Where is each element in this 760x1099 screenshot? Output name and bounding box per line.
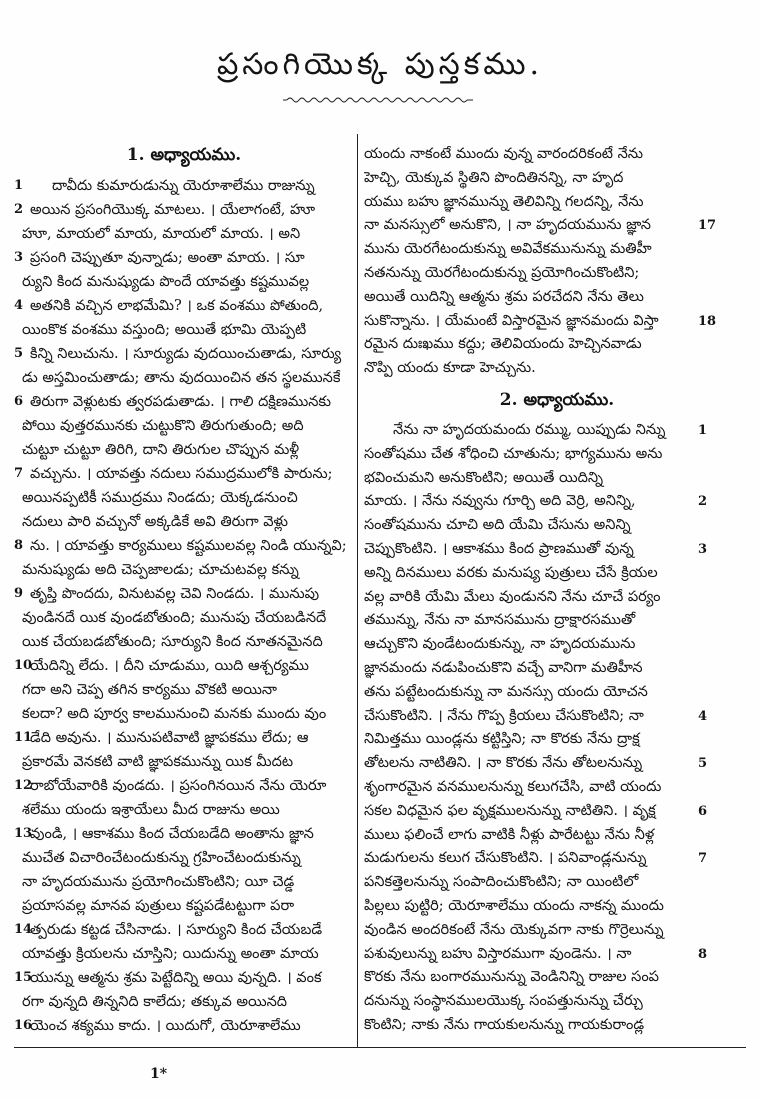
line-text: దావీదు కుమారుడున్ను యెరూశాలేము రాజున్ను bbox=[52, 178, 315, 194]
text-line bbox=[364, 1014, 744, 1038]
line-text: దనున్ను సంస్థానములయొక్క సంపత్తునున్ను చేర్చు bbox=[364, 993, 643, 1010]
text-line bbox=[364, 357, 744, 381]
line-text: అన్ని దినములు వరకు మనుష్య పుత్రులు చేసే క్రియల bbox=[364, 564, 658, 581]
text-line bbox=[14, 750, 354, 774]
line-text: వచ్చును. । యావత్తు నదులు సముద్రములోకి పారును; bbox=[30, 466, 333, 482]
text-line bbox=[364, 705, 744, 729]
line-text: సంతోషము చేత శోధించి చూతును; భాగ్యమును అను bbox=[364, 445, 663, 462]
text-line bbox=[364, 633, 744, 657]
text-line bbox=[14, 486, 354, 510]
text-line bbox=[364, 824, 744, 848]
line-text: మడుగులను కలుగ చేసుకొంటిని. । పనివాండ్లనున్ను bbox=[364, 850, 647, 867]
line-text: భవించుమని అనుకొంటిని; అయితే యిదిన్ని bbox=[364, 469, 603, 486]
text-line bbox=[14, 678, 354, 702]
line-text: గదా అని చెప్ప తగిన కార్యము వొకటి అయినా bbox=[22, 682, 277, 698]
book-title: ప్రసంగియొక్క పుస్తకము. bbox=[216, 47, 544, 82]
line-text: పనికత్తెలనున్ను సంపాదించుకొంటిని; నా యింటిలో bbox=[364, 874, 639, 891]
line-text: నా హృదయమును ప్రయోగించుకొంటిని; యీ చెడ్డ bbox=[22, 874, 295, 890]
line-text: డేది అవును. । మునుపటివాటి జ్ఞాపకము లేదు; ఆ bbox=[30, 730, 309, 746]
text-line bbox=[364, 657, 744, 681]
verse-number: 5 bbox=[14, 346, 24, 361]
text-line bbox=[364, 752, 744, 776]
text-line bbox=[364, 609, 744, 633]
text-line bbox=[14, 414, 354, 438]
line-text: ప్రయాసవల్ల మానవ పుత్రులు కష్టపడేటట్టుగా పరా bbox=[22, 898, 295, 914]
line-text: యెంచ శక్యము కాదు. । యిదుగో, యెరూశాలేము bbox=[30, 1018, 301, 1034]
line-text: సుకొన్నాను. । యేమంటే విస్తారమైన జ్ఞానమందు విస్తా bbox=[364, 312, 659, 329]
line-text: ఆచ్చుకొని వుండేటందుకున్ను, నా హృదయమును bbox=[364, 636, 636, 653]
text-line bbox=[364, 443, 744, 467]
verse-number: 17 bbox=[698, 218, 717, 234]
line-text: ర్యుని కింద మనుష్యుడు పొందే యావత్తు కష్టమువల్ల bbox=[22, 274, 310, 290]
text-line bbox=[14, 918, 354, 942]
text-line bbox=[14, 558, 354, 582]
text-line bbox=[364, 238, 744, 262]
text-line bbox=[364, 167, 744, 191]
verse-number: 9 bbox=[14, 586, 24, 601]
text-line bbox=[14, 942, 354, 966]
line-text: శలేము యందు ఇశ్రాయేలు మీద రాజును అయి bbox=[22, 802, 280, 818]
text-line bbox=[14, 630, 354, 654]
line-text: కలదా? అది పూర్వ కాలమునుంచి మనకు ముందు వుం bbox=[22, 706, 327, 722]
verse-number: 13 bbox=[14, 826, 33, 841]
verse-lines bbox=[364, 419, 744, 1038]
line-text: త్పరుడు కట్టడ చేసినాడు. । సూర్యుని కింద చేయబడే bbox=[30, 922, 323, 938]
text-line bbox=[14, 222, 354, 246]
text-line bbox=[364, 586, 744, 610]
line-text: కొరకు నేను బంగారమునున్ను వెండినిన్ని రాజుల సంప bbox=[364, 969, 659, 986]
text-line bbox=[364, 310, 744, 334]
line-text: హెచ్చి, యెక్కువ స్థితిని పొందితినన్ని, నా హృద bbox=[364, 169, 624, 186]
text-line bbox=[364, 467, 744, 491]
line-text: నా మనస్సులో అనుకొని, । నా హృదయమును జ్ఞాన bbox=[364, 217, 651, 234]
line-text: నిమిత్తము యిండ్లను కట్టిస్తిని; నా కొరకు నేను ద్రాక్ష bbox=[364, 731, 640, 748]
verse-number: 3 bbox=[698, 541, 708, 557]
line-text: యింకొక వంశము వస్తుంది; అయితే భూమి యెప్పటి bbox=[22, 322, 307, 338]
line-text: అయితే యిదిన్ని ఆత్మను శ్రమ పరచేదని నేను తెలు bbox=[364, 288, 644, 305]
text-line bbox=[364, 562, 744, 586]
text-line bbox=[14, 438, 354, 462]
verse-number: 4 bbox=[14, 298, 24, 313]
text-line bbox=[364, 871, 744, 895]
text-line bbox=[364, 286, 744, 310]
text-line bbox=[14, 654, 354, 678]
line-text: మనుష్యుడు అది చెప్పజాలడు; చూచుటవల్ల కన్ను bbox=[22, 562, 299, 578]
verse-number: 12 bbox=[14, 778, 33, 793]
text-line bbox=[364, 143, 744, 167]
verse-number: 10 bbox=[14, 658, 33, 673]
text-line bbox=[364, 800, 744, 824]
verse-number: 1 bbox=[698, 422, 708, 438]
text-line bbox=[14, 534, 354, 558]
text-line bbox=[14, 774, 354, 798]
verse-number: 18 bbox=[698, 313, 717, 329]
verse-number: 1 bbox=[14, 178, 24, 193]
text-line bbox=[364, 681, 744, 705]
line-text: తమున్ను, నేను నా మానసమును ద్రాక్షారసముతో bbox=[364, 612, 636, 629]
line-text: రాబోయేవారికి వుండదు. । ప్రసంగినయిన నేను యెరూ bbox=[30, 778, 327, 794]
text-line bbox=[364, 990, 744, 1014]
verse-number: 7 bbox=[14, 466, 24, 481]
verse-number: 15 bbox=[14, 970, 33, 985]
line-text: యేదిన్ని లేదు. । దీని చూడుము, యిది ఆశ్చర్యము bbox=[30, 658, 309, 674]
line-text: కిన్ని నిలుచును. । సూర్యుడు వుదయించుతాడు, సూర్యు bbox=[30, 346, 342, 362]
line-text: రగా వున్నది తిన్ననిది కాలేదు; తక్కువ అయినది bbox=[22, 994, 288, 1010]
bottom-rule bbox=[14, 1047, 746, 1048]
line-text: నొప్పి యందు కూడా హెచ్చును. bbox=[364, 360, 536, 377]
text-line bbox=[364, 538, 744, 562]
text-line bbox=[14, 462, 354, 486]
text-line bbox=[14, 606, 354, 630]
verse-number: 6 bbox=[698, 803, 708, 819]
text-line bbox=[14, 294, 354, 318]
line-text: తృప్తి పొందదు, వినుటవల్ల చెవి నిండదు. । మునుపు bbox=[30, 586, 320, 602]
line-text: రమైన దుఃఖము కద్దు; తెలివియందు హెచ్చినవాడు bbox=[364, 336, 642, 353]
text-line bbox=[364, 262, 744, 286]
line-text: తిరుగా వెళ్లుటకు త్వరపడుతాడు. । గాలి దక్షిణమునకు bbox=[30, 394, 331, 410]
line-text: వుండిన అందరికంటే నేను యెక్కువగా నాకు గొర్రెలున్ను bbox=[364, 921, 664, 938]
line-text: అతనికి వచ్చిన లాభమేమి? । ఒక వంశము పోతుంది, bbox=[30, 298, 324, 314]
text-line bbox=[14, 174, 354, 198]
text-line bbox=[364, 728, 744, 752]
text-line bbox=[364, 776, 744, 800]
right-column bbox=[364, 143, 744, 1038]
line-text: నతనున్ను యెరగేటందుకున్ను ప్రయోగించుకొంటిని; bbox=[364, 264, 640, 281]
text-line bbox=[364, 943, 744, 967]
line-text: యము బహు జ్ఞానమున్ను తెలివిన్ని గలదన్ని, నేను bbox=[364, 193, 644, 210]
line-text: వుండి, । ఆకాశము కింద చేయబడేది అంతాను జ్ఞాన bbox=[30, 826, 314, 842]
line-text: యున్ను ఆత్మను శ్రమ పెట్టేదిన్ని అయి వున్నది. । వంక bbox=[30, 970, 322, 986]
verse-number: 16 bbox=[14, 1018, 33, 1033]
line-text: డు అస్తమించుతాడు; తాను వుదయించిన తన స్థలమునకే bbox=[22, 370, 341, 386]
text-line bbox=[14, 270, 354, 294]
text-line bbox=[14, 966, 354, 990]
line-text: ను. । యావత్తు కార్యములు కష్టములవల్ల నిండి యున్నవి; bbox=[30, 538, 347, 554]
line-text: పశువులున్ను బహు విస్తారముగా వుండెను. । నా bbox=[364, 945, 632, 962]
line-text: తను పట్టేటందుకున్ను నా మనస్సు యందు యోచన bbox=[364, 683, 648, 700]
line-text: పిల్లలు పుట్టిరి; యెరూశాలేము యందు నాకన్న ముందు bbox=[364, 897, 664, 914]
line-text: యందు నాకంటే ముందు వున్న వారందరికంటే నేను bbox=[364, 146, 643, 162]
text-line bbox=[364, 966, 744, 990]
text-line bbox=[364, 490, 744, 514]
line-text: జ్ఞానమందు నడుపించుకొని వచ్చే వానిగా మతిహీన bbox=[364, 659, 643, 676]
line-text: మాయ. । నేను నవ్వును గూర్చి అది వెర్రి, అనిన్ని, bbox=[364, 493, 636, 510]
text-line bbox=[364, 419, 744, 443]
text-line bbox=[14, 510, 354, 534]
verse-lines bbox=[14, 174, 354, 1038]
title-ornament bbox=[283, 94, 473, 106]
line-text: వుండినదే యిక వుండబోతుంది; మునుపు చేయబడినదే bbox=[22, 610, 327, 626]
text-line bbox=[364, 214, 744, 238]
verse-number: 2 bbox=[14, 202, 24, 217]
text-line bbox=[14, 390, 354, 414]
text-line bbox=[14, 990, 354, 1014]
text-line bbox=[14, 1014, 354, 1038]
text-line bbox=[364, 919, 744, 943]
verse-number: 4 bbox=[698, 708, 708, 724]
line-text: వల్ల వారికి యేమి మేలు వుండునని నేను చూచే పర్యం bbox=[364, 588, 661, 605]
line-text: ములు ఫలించే లాగు వాటికి నీళ్లు పారేటట్టు నేను నీళ్ల bbox=[364, 826, 655, 843]
line-text: హూ, మాయలో మాయ, మాయలో మాయ. । అని bbox=[22, 226, 301, 242]
line-text: చుట్టూ చుట్టూ తిరిగి, దాని తిరుగుల చొప్పున మళ్లీ bbox=[22, 442, 300, 458]
text-line bbox=[364, 333, 744, 357]
verse-number: 7 bbox=[698, 851, 708, 867]
line-text: కొంటిని; నాకు నేను గాయకులనున్ను గాయకురాండ్ల bbox=[364, 1016, 645, 1033]
verse-number: 8 bbox=[14, 538, 24, 553]
line-text: సకల విధమైన ఫల వృక్షములనున్ను నాటితిని. । వృక్ష bbox=[364, 802, 656, 819]
line-text: నేను నా హృదయమందు రమ్ము, యిప్పుడు నిన్ను bbox=[393, 421, 666, 438]
line-text: శృంగారమైన వనములనున్ను కలుగచేసి, వాటి యందు bbox=[364, 778, 662, 795]
chapter-heading: 2. అధ్యాయము. bbox=[499, 389, 615, 410]
line-text: అయిన ప్రసంగియొక్క మాటలు. । యేలాగంటే, హూ bbox=[30, 202, 316, 218]
verse-number: 14 bbox=[14, 922, 33, 937]
line-text: పోయి వుత్తరమునకు చుట్టుకొని తిరుగుతుంది; అది bbox=[22, 418, 304, 434]
text-line bbox=[364, 191, 744, 215]
line-text: చేసుకొంటిని. । నేను గొప్ప క్రియలు చేసుకొంటిని; నా bbox=[364, 707, 644, 724]
text-line bbox=[14, 870, 354, 894]
signature-mark: 1* bbox=[150, 1066, 168, 1082]
line-text: ముచేత విచారించేటందుకున్ను గ్రహించేటందుకున్ను bbox=[22, 850, 301, 866]
line-text: యావత్తు క్రియలను చూస్తిని; యిదున్ను అంతా మాయ bbox=[22, 946, 319, 962]
line-text: యిక చేయబడబోతుంది; సూర్యుని కింద నూతనమైనది bbox=[22, 634, 323, 650]
verse-number: 3 bbox=[14, 250, 24, 265]
chapter-heading: 1. అధ్యాయము. bbox=[126, 145, 242, 165]
text-line bbox=[14, 798, 354, 822]
line-text: చెప్పుకొంటిని. । ఆకాశము కింద ప్రాణముతో వున్న bbox=[364, 540, 634, 557]
line-text: నదులు పారి వచ్చునో అక్కడికే అవి తిరుగా వెళ్లు bbox=[22, 514, 288, 530]
text-line bbox=[14, 246, 354, 270]
text-line bbox=[14, 894, 354, 918]
column-divider bbox=[357, 134, 358, 1048]
verse-number: 8 bbox=[698, 946, 708, 962]
text-line bbox=[14, 726, 354, 750]
line-text: అయినప్పటికీ సముద్రము నిండదు; యెక్కడనుంచి bbox=[22, 490, 298, 506]
verse-number: 11 bbox=[14, 730, 33, 745]
verse-number: 5 bbox=[698, 756, 708, 772]
text-line bbox=[14, 822, 354, 846]
line-text: మును యెరగేటందుకున్ను అవివేకమునున్ను మతిహీ bbox=[364, 241, 652, 258]
line-text: ప్రసంగి చెప్పుతూ వున్నాడు; అంతా మాయ. । సూ bbox=[30, 250, 305, 266]
verse-lines bbox=[364, 143, 744, 381]
text-line bbox=[14, 318, 354, 342]
text-line bbox=[14, 366, 354, 390]
text-line bbox=[14, 846, 354, 870]
text-line bbox=[14, 198, 354, 222]
text-line bbox=[364, 514, 744, 538]
line-text: ప్రకారమే వెనకటి వాటి జ్ఞాపకమున్ను యిక మీదట bbox=[22, 754, 294, 770]
left-column bbox=[14, 143, 354, 1038]
text-line bbox=[364, 847, 744, 871]
line-text: సంతోషమును చూచి అది యేమి చేసును అనిన్ని bbox=[364, 517, 631, 534]
line-text: తోటలను నాటితిని. । నా కొరకు నేను తోటలనున్ను bbox=[364, 755, 643, 772]
text-line bbox=[14, 582, 354, 606]
text-line bbox=[364, 895, 744, 919]
verse-number: 6 bbox=[14, 394, 24, 409]
verse-number: 2 bbox=[698, 494, 708, 510]
text-line bbox=[14, 702, 354, 726]
text-line bbox=[14, 342, 354, 366]
